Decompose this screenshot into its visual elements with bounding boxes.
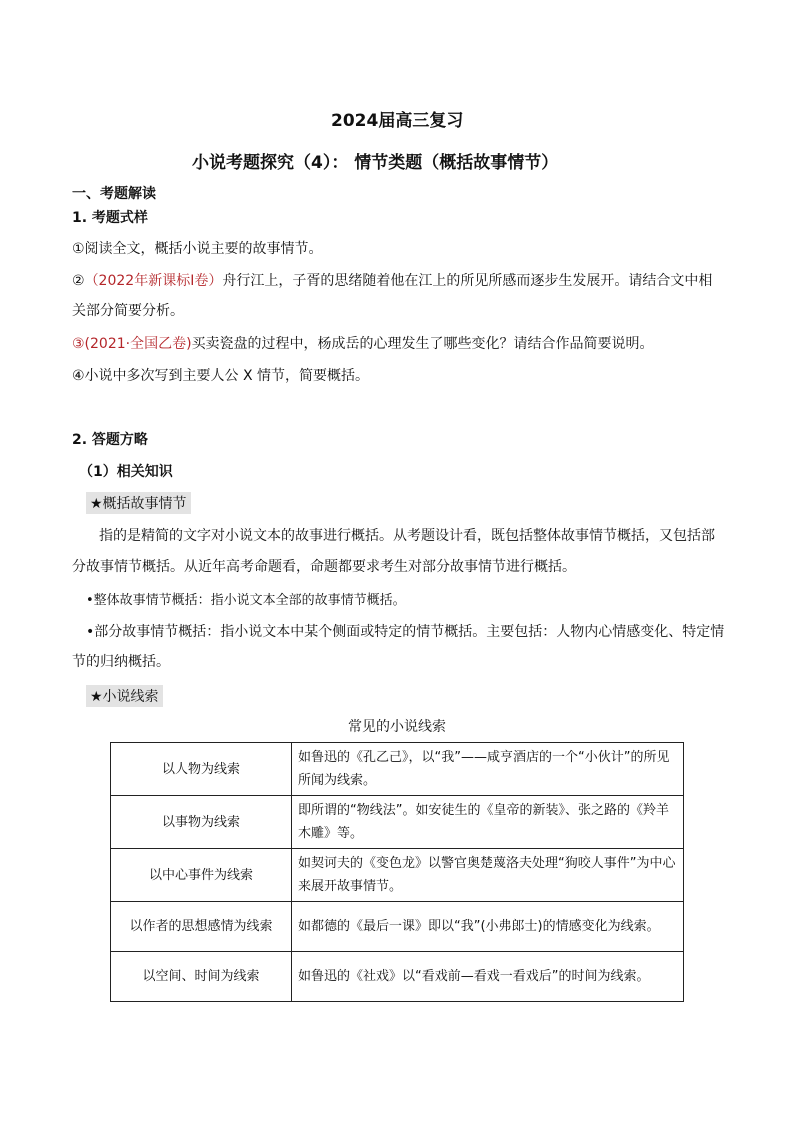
subsection-heading: 1. 考题式样 [72, 210, 148, 226]
subsection-heading-2-1: （1）相关知识 [79, 464, 173, 480]
clue-type: 以空间、时间为线索 [111, 952, 292, 1002]
table-row [111, 902, 684, 952]
question-2-cont: 关部分简要分析。 [72, 303, 184, 319]
question-1: ①阅读全文，概括小说主要的故事情节。 [72, 241, 323, 257]
table-caption: 常见的小说线索 [348, 719, 446, 735]
clue-description: 如鲁迅的《孔乙己》，以“我”——咸亨酒店的一个“小伙计”的所见所闻为线索。 [292, 743, 684, 796]
question-4: ④小说中多次写到主要人公 X 情节，简要概括。 [72, 368, 370, 384]
table-row [111, 952, 684, 1002]
question-3 [72, 334, 654, 354]
question-3-source: ③(2021·全国乙卷) [72, 336, 192, 352]
page-title: 2024届高三复习 [331, 111, 464, 131]
question-2 [72, 271, 712, 291]
bullet-2: •部分故事情节概括：指小说文本中某个侧面或特定的情节概括。主要包括：人物内心情感变化、特定情 [86, 624, 725, 640]
clue-type: 以中心事件为线索 [111, 849, 292, 902]
clues-table [110, 742, 684, 1002]
clue-description: 如都德的《最后一课》即以“我”(小弗郎士)的情感变化为线索。 [292, 902, 684, 952]
question-2-text: 舟行江上，子胥的思绪随着他在江上的所见所感而逐步生发展开。请结合文中相 [222, 273, 713, 289]
paragraph-1-cont: 分故事情节概括。从近年高考命题看，命题都要求考生对部分故事情节进行概括。 [72, 559, 576, 575]
clue-description: 即所谓的“物线法”。如安徒生的《皇帝的新装》、张之路的《羚羊木雕》等。 [292, 796, 684, 849]
question-2-prefix: ② [72, 273, 85, 289]
bullet-1: •整体故事情节概括：指小说文本全部的故事情节概括。 [86, 593, 406, 608]
page-subtitle: 小说考题探究（4）： 情节类题（概括故事情节） [192, 153, 559, 173]
table-row [111, 849, 684, 902]
question-2-source: （2022年新课标Ⅰ卷） [84, 273, 223, 289]
clue-description: 如鲁迅的《社戏》以“看戏前—看戏一看戏后”的时间为线索。 [292, 952, 684, 1002]
subsection-heading-2: 2. 答题方略 [72, 432, 148, 448]
section-heading: 一、考题解读 [72, 186, 156, 202]
clue-type: 以事物为线索 [111, 796, 292, 849]
tag-plot-summary: ★概括故事情节 [86, 492, 191, 514]
clue-description: 如契诃夫的《变色龙》以警官奥楚蔑洛夫处理“狗咬人事件”为中心来展开故事情节。 [292, 849, 684, 902]
bullet-2-cont: 节的归纳概括。 [72, 654, 170, 670]
clue-type: 以作者的思想感情为线索 [111, 902, 292, 952]
question-3-text: 买卖瓷盘的过程中，杨成岳的心理发生了哪些变化？请结合作品简要说明。 [191, 336, 654, 352]
paragraph-1: 指的是精简的文字对小说文本的故事进行概括。从考题设计看，既包括整体故事情节概括，又包括部 [99, 528, 715, 544]
clue-type: 以人物为线索 [111, 743, 292, 796]
table-row [111, 796, 684, 849]
table-row [111, 743, 684, 796]
tag-novel-clues: ★小说线索 [86, 685, 163, 707]
